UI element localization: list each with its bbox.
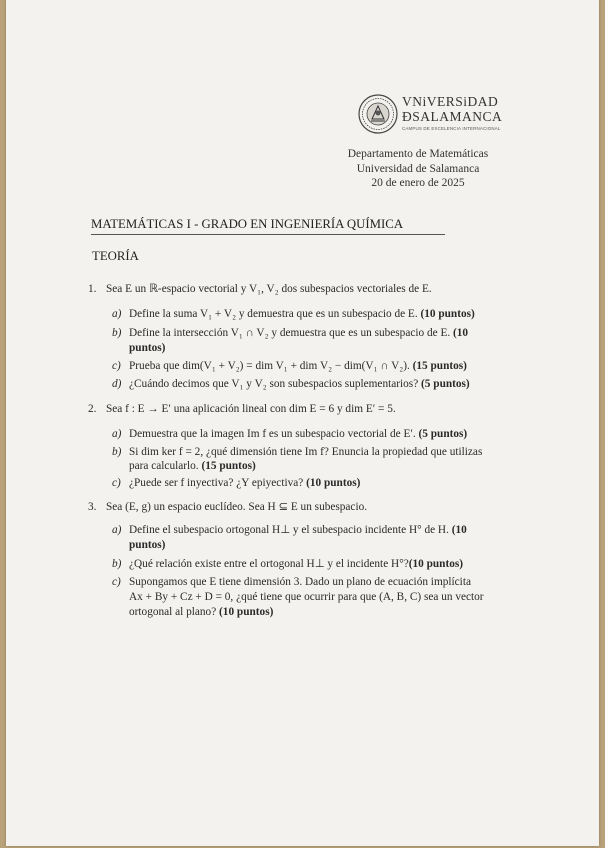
q1-part-a-label: a) [112, 308, 122, 320]
q3-part-c-text-cont: Ax + By + Cz + D = 0, ¿qué tiene que ocurrir para que (A, B, C) sea un vector [129, 591, 484, 603]
q3-part-c-label: c) [112, 576, 121, 588]
q1-part-d-label: d) [112, 378, 122, 390]
university-seal-icon [358, 94, 398, 134]
q3-part-b-text: ¿Qué relación existe entre el ortogonal H⊥ y el incidente H°?(10 puntos) [129, 558, 464, 570]
department-name: Departamento de Matemáticas [347, 148, 489, 160]
department-block [338, 147, 498, 191]
university-tagline: CAMPUS DE EXCELENCIA INTERNACIONAL [402, 126, 501, 131]
q2-part-c-text: ¿Puede ser f inyectiva? ¿Y epiyectiva? (10 puntos) [129, 477, 361, 489]
question-3-statement: Sea (E, g) un espacio euclídeo. Sea H ⊆ E un subespacio. [106, 501, 368, 513]
q3-part-a-text: Define el subespacio ortogonal H⊥ y el subespacio incidente H° de H. (10 [129, 524, 467, 536]
q1-part-b-text: Define la intersección V₁ ∩ V₂ y demuestra que es un subespacio de E. (10 [129, 327, 469, 339]
q3-part-c-text-end: ortogonal al plano? (10 puntos) [129, 606, 274, 618]
q2-part-b-label: b) [112, 446, 122, 458]
q1-part-b-points: puntos) [129, 342, 166, 354]
question-3-number: 3. [88, 501, 97, 513]
question-2-number: 2. [88, 403, 97, 415]
q3-part-b-label: b) [112, 558, 122, 570]
q3-part-a-points: puntos) [129, 539, 166, 551]
q1-part-d-text: ¿Cuándo decimos que V₁ y V₂ son subespacios suplementarios? (5 puntos) [129, 378, 470, 390]
q2-part-b-text: Si dim ker f = 2, ¿qué dimensión tiene Im f? Enuncia la propiedad que utilizas [129, 446, 483, 458]
q2-part-a-label: a) [112, 428, 122, 440]
university-name: VNiVERSiDAD ÐSALAMANCA [402, 94, 503, 124]
q1-part-b-label: b) [112, 327, 122, 339]
university-text: Universidad de Salamanca [356, 162, 480, 175]
question-1-statement: Sea E un ℝ-espacio vectorial y V₁, V₂ dos subespacios vectoriales de E. [106, 283, 432, 295]
q2-part-b-text-cont: para calcularlo. (15 puntos) [129, 460, 256, 472]
exam-date: 20 de enero de 2025 [371, 177, 465, 189]
question-1-number: 1. [88, 283, 97, 295]
university-logo [358, 94, 503, 138]
course-title: MATEMÁTICAS I - GRADO EN INGENIERÍA QUÍMICA [91, 217, 404, 231]
section-title: TEORÍA [92, 249, 139, 263]
q2-part-a-text: Demuestra que la imagen Im f es un subespacio vectorial de E′. (5 puntos) [129, 428, 468, 440]
exam-sheet [6, 0, 599, 846]
q1-part-c-text: Prueba que dim(V₁ + V₂) = dim V₁ + dim V₂ − dim(V₁ ∩ V₂). (15 puntos) [129, 360, 467, 372]
q3-part-a-label: a) [112, 524, 122, 536]
q2-part-c-label: c) [112, 477, 121, 489]
question-2-statement: Sea f : E → E′ una aplicación lineal con dim E = 6 y dim E′ = 5. [106, 403, 396, 415]
title-underline [91, 234, 445, 235]
q1-part-c-label: c) [112, 360, 121, 372]
q1-part-a-text: Define la suma V₁ + V₂ y demuestra que es un subespacio de E. (10 puntos) [129, 308, 475, 320]
q3-part-c-text: Supongamos que E tiene dimensión 3. Dado un plano de ecuación implícita [129, 576, 471, 588]
